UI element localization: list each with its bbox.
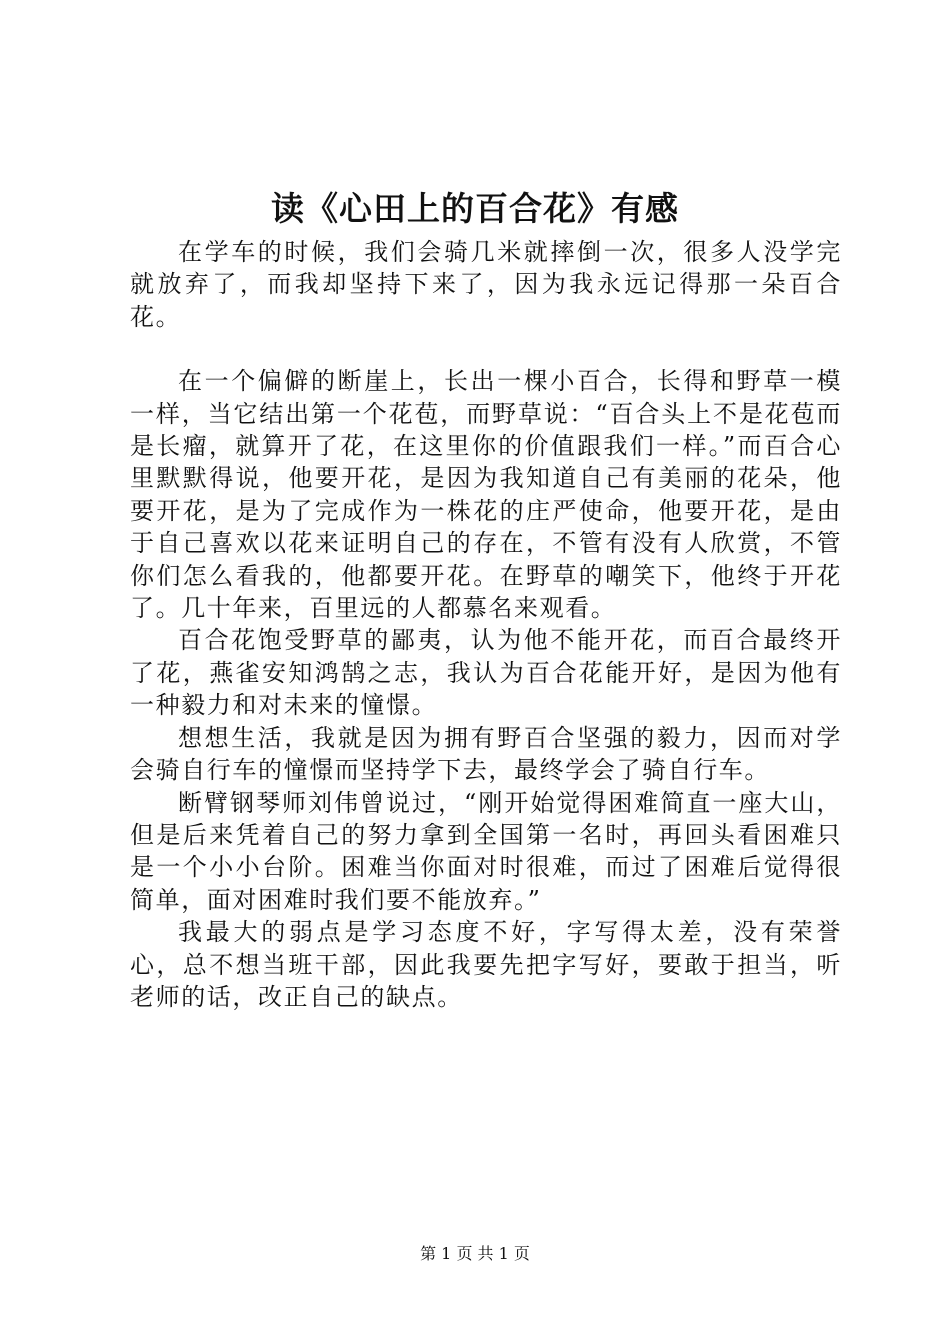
paragraph-2: 在一个偏僻的断崖上，长出一棵小百合，长得和野草一模一样，当它结出第一个花苞，而野草说：“百合头上不是花苞而是长瘤，就算开了花，在这里你的价值跟我们一样。”而百合心里默默得说，他要开花，是因为我知道自己有美丽的花朵，他要开花，是为了完成作为一株花的庄严使命，他要开花，是由于自己喜欢以花来证明自己的存在，不管有没有人欣赏，不管你们怎么看我的，他都要开花。在野草的嘲笑下，他终于开花了。几十年来，百里远的人都慕名来观看。 bbox=[130, 367, 842, 623]
paragraph-1: 在学车的时候，我们会骑几米就摔倒一次，很多人没学完就放弃了，而我却坚持下来了，因为我永远记得那一朵百合花。 bbox=[130, 238, 842, 331]
document-body bbox=[130, 236, 842, 1013]
paragraph-6: 我最大的弱点是学习态度不好，字写得太差，没有荣誉心，总不想当班干部，因此我要先把字写好，要敢于担当，听老师的话，改正自己的缺点。 bbox=[130, 918, 842, 1011]
paragraph-5: 断臂钢琴师刘伟曾说过，“刚开始觉得困难简直一座大山，但是后来凭着自己的努力拿到全国第一名时，再回头看困难只是一个小小台阶。困难当你面对时很难，而过了困难后觉得很简单，面对困难时我们要不能放弃。” bbox=[130, 788, 842, 914]
page-number-footer: 第 1 页 共 1 页 bbox=[420, 1244, 530, 1263]
document-title: 读《心田上的百合花》有感 bbox=[271, 189, 679, 228]
paragraph-4: 想想生活，我就是因为拥有野百合坚强的毅力，因而对学会骑自行车的憧憬而坚持学下去，最终学会了骑自行车。 bbox=[130, 723, 842, 785]
paragraph-3: 百合花饱受野草的鄙夷，认为他不能开花，而百合最终开了花，燕雀安知鸿鹄之志，我认为百合花能开好，是因为他有一种毅力和对未来的憧憬。 bbox=[130, 626, 842, 720]
